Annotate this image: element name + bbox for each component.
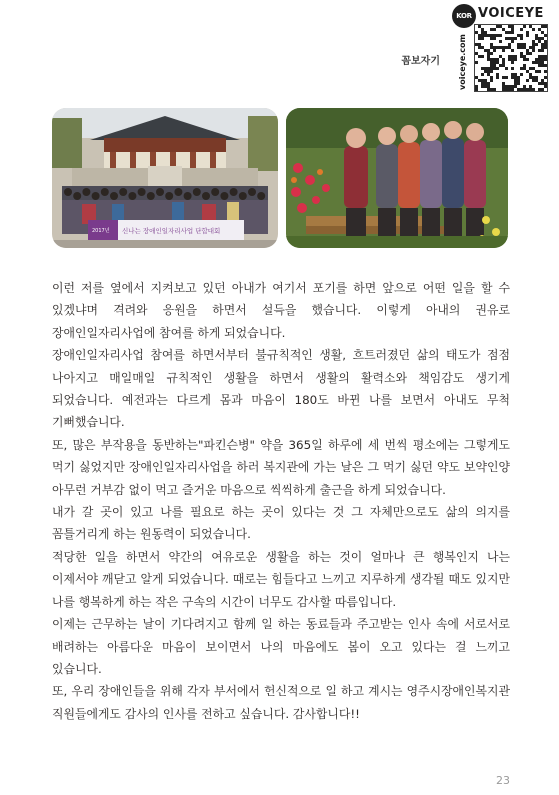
- voiceye-code-block: [452, 4, 552, 92]
- voiceye-side-text: voiceye.com: [458, 34, 467, 90]
- photo-temple-group: [52, 108, 278, 248]
- voiceye-logo-icon: [452, 4, 476, 28]
- paragraph: 이제는 근무하는 날이 기다려지고 함께 일 하는 동료들과 주고받는 인사 속에 서로서로 배려하는 아름다운 마음이 보이면서 나의 마음에도 봄이 오고 있다는 걸 느끼고 있습니다.: [52, 617, 510, 676]
- voiceye-logo-text: KOR: [456, 12, 472, 20]
- paragraph: 장애인일자리사업 참여를 하면서부터 불규칙적인 생활, 흐트러졌던 삶의 태도가 점점 나아지고 매일매일 규칙적인 생활을 하면서 생활의 활력소와 책임감도 생기게 되었습니다. 예전과는 다르게 몸과 마음이 180도 바뀐 나를 보면서 아내도 무척 기뻐했습니다.: [52, 348, 510, 430]
- photo-garden-group: [286, 108, 508, 248]
- paragraph: 이런 저를 옆에서 지켜보고 있던 아내가 여기서 포기를 하면 앞으로 어떤 일을 할 수 있겠냐며 격려와 응원을 하면서 설득을 했습니다. 이렇게 아내의 권유로 장애인일자리사업에 참여를 하게 되었습니다.: [52, 281, 510, 340]
- barcode-pattern: [475, 25, 547, 91]
- article-body: [52, 277, 510, 725]
- voiceye-brand: VOICEYE: [478, 6, 544, 21]
- temple-group-photo: [52, 108, 278, 248]
- paragraph: 또, 우리 장애인들을 위해 각자 부서에서 헌신적으로 일 하고 계시는 영주시장애인복지관 직원들에게도 감사의 인사를 전하고 싶습니다. 감사합니다!!: [52, 684, 510, 721]
- garden-group-photo: [286, 108, 508, 248]
- paragraph: 적당한 일을 하면서 약간의 여유로운 생활을 하는 것이 얼마나 큰 행복인지 나는 이제서야 깨닫고 알게 되었습니다. 때로는 힘들다고 느끼고 지루하게 생각될 때도 있지만 나를 행복하게 하는 작은 구속의 시간이 너무도 감사할 따름입니다.: [52, 549, 510, 609]
- voiceye-barcode: [474, 24, 548, 92]
- section-label: 꼼보자기: [401, 56, 440, 67]
- paragraph: 또, 많은 부작용을 동반하는"파킨슨병" 약을 365일 하루에 세 번씩 평소에는 그렇게도 먹기 싫었지만 장애인일자리사업을 하러 복지관에 가는 날은 그 먹기 싫던 약도 보약인양 아무런 거부감 없이 먹고 즐거운 마음으로 씩씩하게 출근을 하게 되었습니다.: [52, 437, 510, 497]
- page-number: 23: [496, 774, 510, 787]
- banner-text: 신나는 장애인일자리사업 단합대회: [122, 227, 221, 235]
- svg-text:2017년: 2017년: [92, 228, 110, 234]
- paragraph: 내가 갈 곳이 있고 나를 필요로 하는 곳이 있다는 것 그 자체만으로도 삶의 의지를 꼼틀거리게 하는 원동력이 되었습니다.: [52, 505, 510, 542]
